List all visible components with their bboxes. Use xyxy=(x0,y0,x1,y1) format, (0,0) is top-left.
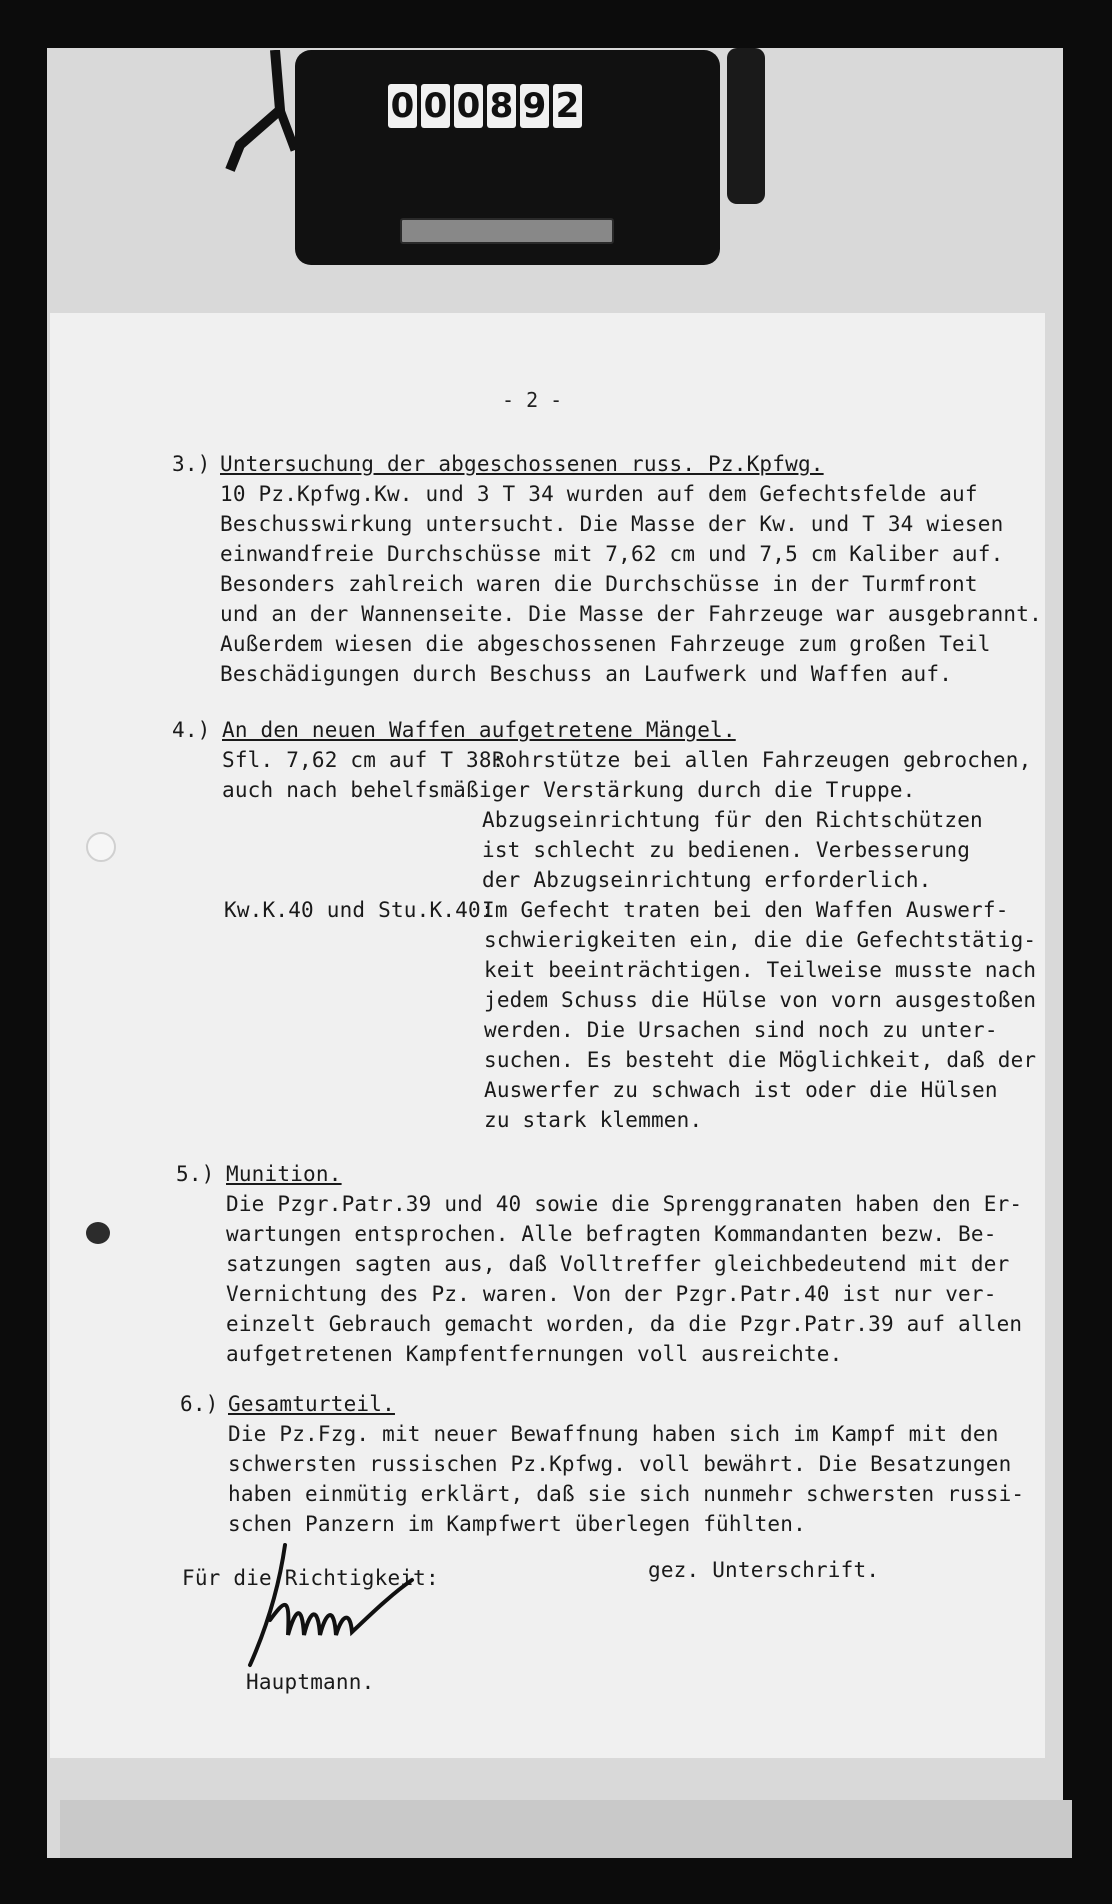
signed-note: gez. Unterschrift. xyxy=(648,1558,880,1582)
counter-digit: 0 xyxy=(454,84,483,128)
backing-sheet-edge xyxy=(60,1800,1072,1858)
section-3-number: 3.) xyxy=(172,452,211,476)
kwk-line: zu stark klemmen. xyxy=(484,1108,703,1132)
kwk-line: suchen. Es besteht die Möglichkeit, daß der xyxy=(484,1048,1037,1072)
section-5-line: Vernichtung des Pz. waren. Von der Pzgr.Patr.40 ist nur ver- xyxy=(226,1282,997,1306)
counter-clip-icon xyxy=(220,50,300,180)
kwk-line: keit beeinträchtigen. Teilweise musste nach xyxy=(484,958,1037,982)
sfl-line: der Abzugseinrichtung erforderlich. xyxy=(482,868,932,892)
section-5-line: satzungen sagten aus, daß Volltreffer gleichbedeutend mit der xyxy=(226,1252,1010,1276)
kwk-line: Im Gefecht traten bei den Waffen Auswerf- xyxy=(482,898,1009,922)
section-3-line: Besonders zahlreich waren die Durchschüsse in der Turmfront xyxy=(220,572,978,596)
sfl-label: Sfl. 7,62 cm auf T 38: xyxy=(222,748,505,772)
rank-label: Hauptmann. xyxy=(246,1670,375,1694)
section-6-line: haben einmütig erklärt, daß sie sich nunmehr schwersten russi- xyxy=(228,1482,1025,1506)
section-5-line: aufgetretenen Kampfentfernungen voll ausreichte. xyxy=(226,1342,843,1366)
section-3-line: 10 Pz.Kpfwg.Kw. und 3 T 34 wurden auf dem Gefechtsfelde auf xyxy=(220,482,978,506)
punch-hole-dark xyxy=(86,1222,110,1244)
kwk-label: Kw.K.40 und Stu.K.40: xyxy=(224,898,494,922)
section-5-line: Die Pzgr.Patr.39 und 40 sowie die Sprenggranaten haben den Er- xyxy=(226,1192,1023,1216)
kwk-line: werden. Die Ursachen sind noch zu unter- xyxy=(484,1018,998,1042)
counter-digits xyxy=(388,84,582,128)
sfl-line: ist schlecht zu bedienen. Verbesserung xyxy=(482,838,971,862)
counter-digit: 2 xyxy=(553,84,582,128)
section-6-line: schwersten russischen Pz.Kpfwg. voll bewährt. Die Besatzungen xyxy=(228,1452,1012,1476)
sfl-line: auch nach behelfsmäßiger Verstärkung durch die Truppe. xyxy=(222,778,916,802)
counter-digit: 9 xyxy=(520,84,549,128)
kwk-line: schwierigkeiten ein, die die Gefechtstätig- xyxy=(484,928,1037,952)
section-3-line: Außerdem wiesen die abgeschossenen Fahrzeuge zum großen Teil xyxy=(220,632,991,656)
counter-digit: 0 xyxy=(421,84,450,128)
counter-digit: 8 xyxy=(487,84,516,128)
section-6-heading: Gesamturteil. xyxy=(228,1392,395,1416)
sfl-line: Abzugseinrichtung für den Richtschützen xyxy=(482,808,983,832)
section-5-heading: Munition. xyxy=(226,1162,342,1186)
punch-hole xyxy=(86,832,116,862)
certification-label: Für die Richtigkeit: xyxy=(182,1566,439,1590)
section-5-line: wartungen entsprochen. Alle befragten Kommandanten bezw. Be- xyxy=(226,1222,997,1246)
section-4-heading: An den neuen Waffen aufgetretene Mängel. xyxy=(222,718,736,742)
page-number: - 2 - xyxy=(502,388,563,412)
counter-digit: 0 xyxy=(388,84,417,128)
kwk-line: jedem Schuss die Hülse von vorn ausgestoßen xyxy=(484,988,1037,1012)
section-6-line: schen Panzern im Kampfwert überlegen fühlten. xyxy=(228,1512,806,1536)
section-3-heading: Untersuchung der abgeschossenen russ. Pz.Kpfwg. xyxy=(220,452,824,476)
sfl-line: Rohrstütze bei allen Fahrzeugen gebrochen, xyxy=(492,748,1032,772)
section-6-number: 6.) xyxy=(180,1392,219,1416)
section-3-line: Beschusswirkung untersucht. Die Masse der Kw. und T 34 wiesen xyxy=(220,512,1004,536)
counter-knob-icon xyxy=(727,48,765,204)
section-3-line: und an der Wannenseite. Die Masse der Fahrzeuge war ausgebrannt. xyxy=(220,602,1042,626)
section-4-number: 4.) xyxy=(172,718,211,742)
section-6-line: Die Pz.Fzg. mit neuer Bewaffnung haben sich im Kampf mit den xyxy=(228,1422,999,1446)
kwk-line: Auswerfer zu schwach ist oder die Hülsen xyxy=(484,1078,998,1102)
handwritten-signature xyxy=(240,1540,420,1670)
counter-slot xyxy=(400,218,614,244)
section-5-line: einzelt Gebrauch gemacht worden, da die Pzgr.Patr.39 auf allen xyxy=(226,1312,1023,1336)
section-5-number: 5.) xyxy=(176,1162,215,1186)
section-3-line: Beschädigungen durch Beschuss an Laufwerk und Waffen auf. xyxy=(220,662,953,686)
section-3-line: einwandfreie Durchschüsse mit 7,62 cm und 7,5 cm Kaliber auf. xyxy=(220,542,1004,566)
